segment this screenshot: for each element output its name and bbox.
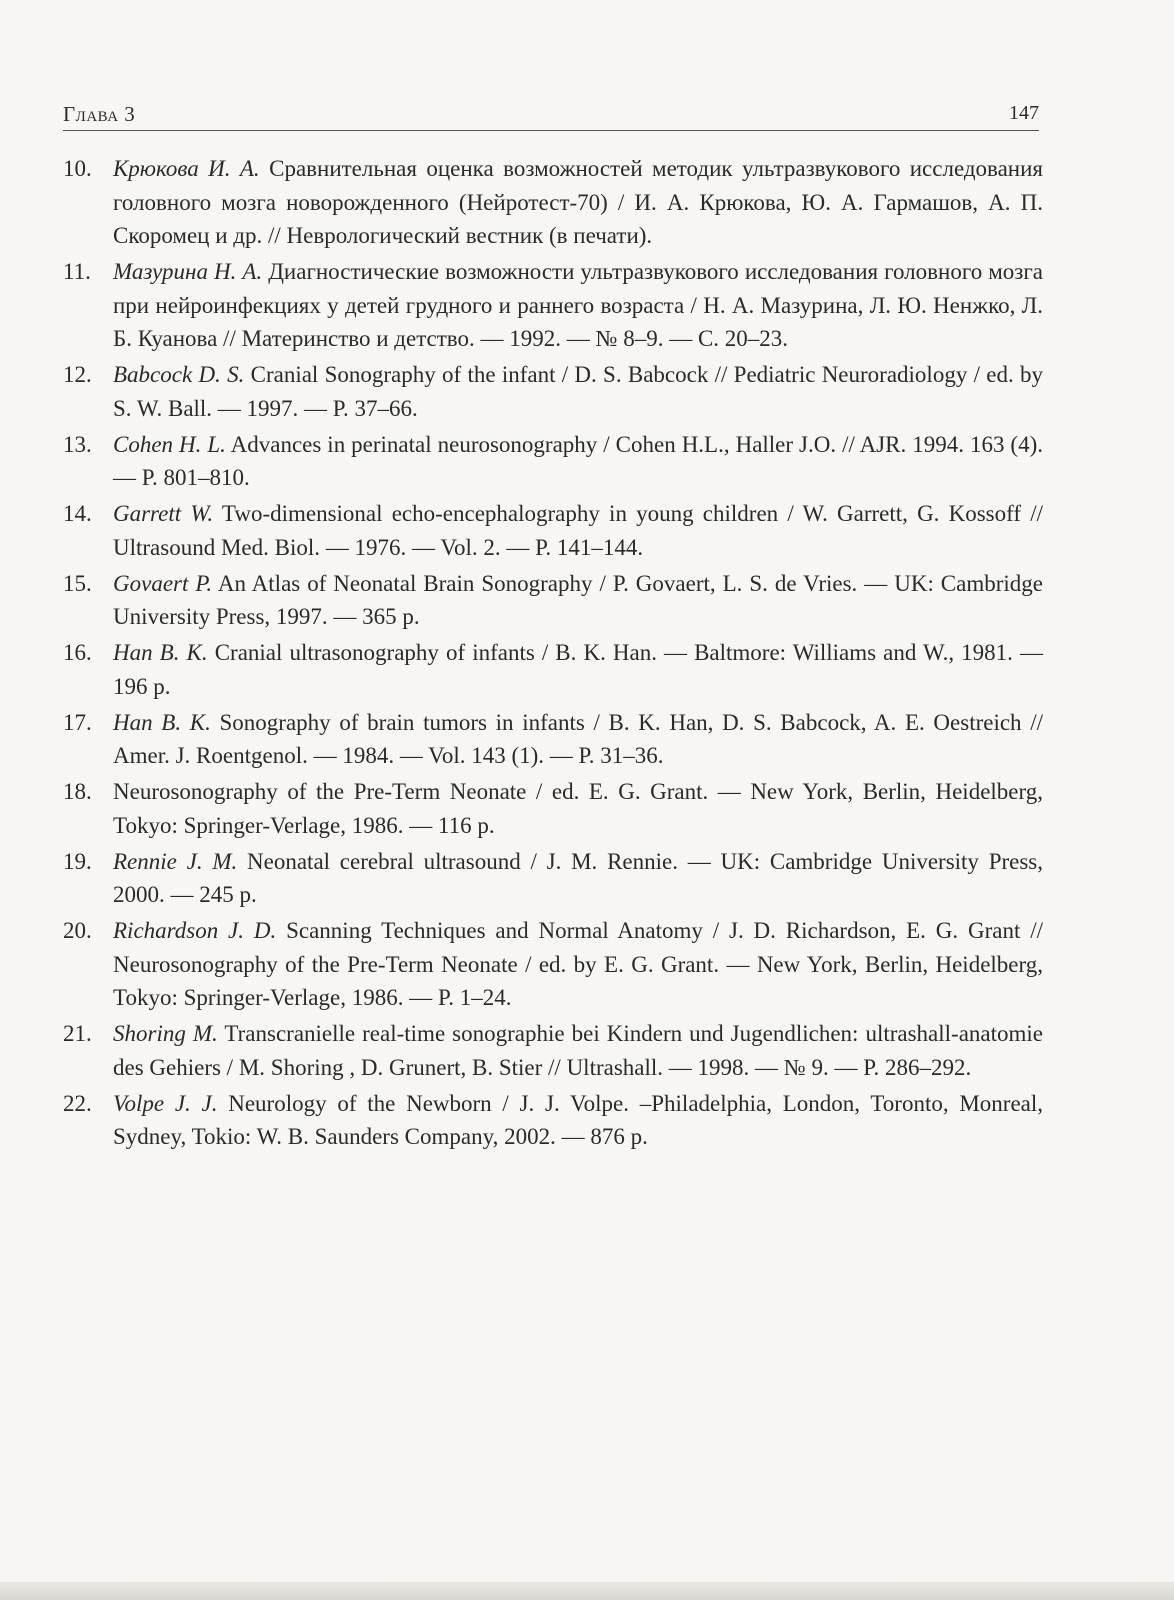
reference-text: Neonatal cerebral ultrasound / J. M. Rennie. — UK: Cambridge University Press, 2000. — 245 p. bbox=[113, 848, 1044, 907]
reference-text: Two-dimensional echo-encephalography in young children / W. Garrett, G. Kossoff // Ultrasound Med. Biol. — 1976. — Vol. 2. — P. 141–144. bbox=[113, 501, 1043, 560]
reference-list bbox=[63, 152, 1043, 1156]
reference-item bbox=[63, 152, 1043, 253]
reference-item bbox=[63, 358, 1043, 425]
reference-number: 11. bbox=[63, 259, 91, 284]
reference-author: Мазурина Н. А. bbox=[113, 259, 263, 284]
reference-number: 10. bbox=[63, 156, 92, 181]
reference-text: Cranial Sonography of the infant / D. S. Babcock // Pediatric Neuroradiology / ed. by S. W. Ball. — 1997. — P. 37–66. bbox=[113, 362, 1043, 421]
reference-item bbox=[63, 255, 1043, 356]
reference-author: Richardson J. D. bbox=[113, 918, 277, 943]
reference-author: Крюкова И. А. bbox=[113, 156, 260, 181]
reference-number: 21. bbox=[63, 1021, 92, 1046]
reference-author: Babcock D. S. bbox=[113, 362, 245, 387]
reference-author: Cohen H. L. bbox=[113, 431, 226, 457]
reference-number: 12. bbox=[63, 362, 92, 387]
reference-number: 20. bbox=[63, 918, 92, 943]
reference-number: 14. bbox=[63, 501, 92, 526]
reference-text: Neurosonography of the Pre-Term Neonate / ed. E. G. Grant. — New York, Berlin, Heidelberg, Tokyo: Springer-Verlage, 1986. — 116 p. bbox=[113, 779, 1043, 838]
page-edge-shadow bbox=[0, 1582, 1174, 1600]
running-header bbox=[63, 100, 1039, 131]
chapter-title: Глава 3 bbox=[63, 102, 136, 126]
reference-number: 18. bbox=[63, 779, 92, 804]
reference-number: 22. bbox=[63, 1090, 92, 1116]
reference-text: Neurology of the Newborn / J. J. Volpe. –Philadelphia, London, Toronto, Monreal, Sydney, Tokio: W. B. Saunders Company, 2002. — 876 p. bbox=[113, 1090, 1043, 1149]
reference-item bbox=[63, 567, 1043, 634]
reference-text: Cranial ultrasonography of infants / B. K. Han. — Baltmore: Williams and W., 1981. — 196 p. bbox=[113, 640, 1043, 699]
reference-text: Advances in perinatal neurosonography / Cohen H.L., Haller J.O. // AJR. 1994. 163 (4). — P. 801–810. bbox=[113, 431, 1043, 490]
reference-author: Rennie J. M. bbox=[113, 848, 238, 874]
reference-item bbox=[63, 914, 1043, 1015]
reference-item bbox=[63, 706, 1043, 773]
page-number: 147 bbox=[1009, 102, 1039, 124]
reference-number: 15. bbox=[63, 570, 92, 596]
reference-text: Scanning Techniques and Normal Anatomy / J. D. Richardson, E. G. Grant // Neurosonography of the Pre-Term Neonate / ed. by E. G. Grant. — New York, Berlin, Heidelberg, Tokyo: Springer-Verlage, 1986. — P. 1–24. bbox=[113, 918, 1044, 1010]
reference-item bbox=[63, 1087, 1043, 1154]
reference-number: 17. bbox=[63, 709, 92, 735]
reference-text: Диагностические возможности ультразвукового исследования головного мозга при нейроинфекциях у детей грудного и раннего возраста / Н. А. Мазурина, Л. Ю. Ненжко, Л. Б. Куанова // Материнство и детство. — 1992. — № 8–9. — С. 20–23. bbox=[113, 259, 1044, 351]
reference-text: An Atlas of Neonatal Brain Sonography / P. Govaert, L. S. de Vries. — UK: Cambridge University Press, 1997. — 365 p. bbox=[113, 570, 1044, 629]
reference-author: Volpe J. J. bbox=[113, 1090, 218, 1116]
reference-item bbox=[63, 428, 1043, 495]
reference-number: 13. bbox=[63, 431, 92, 457]
reference-item bbox=[63, 497, 1043, 564]
reference-number: 19. bbox=[63, 848, 92, 874]
reference-text: Transcranielle real-time sonographie bei Kindern und Jugendlichen: ultrashall-anatomie des Gehiers / M. Shoring , D. Grunert, B. Stier // Ultrashall. — 1998. — № 9. — P. 286–292. bbox=[113, 1021, 1044, 1080]
reference-author: Shoring M. bbox=[113, 1021, 218, 1046]
reference-author: Han B. K. bbox=[113, 709, 211, 735]
reference-number: 16. bbox=[63, 640, 92, 665]
reference-text: Сравнительная оценка возможностей методик ультразвукового исследования головного мозга новорожденного (Нейротест-70) / И. А. Крюкова, Ю. А. Гармашов, А. П. Скоромец и др. // Неврологический вестник (в печати). bbox=[113, 156, 1044, 248]
reference-text: Sonography of brain tumors in infants / B. K. Han, D. S. Babcock, A. E. Oestreich // Amer. J. Roentgenol. — 1984. — Vol. 143 (1). — P. 31–36. bbox=[113, 709, 1044, 768]
reference-item bbox=[63, 636, 1043, 703]
reference-item bbox=[63, 775, 1043, 842]
reference-item bbox=[63, 1017, 1043, 1084]
reference-author: Govaert P. bbox=[113, 570, 213, 596]
reference-item bbox=[63, 845, 1043, 912]
reference-author: Han B. K. bbox=[113, 640, 208, 665]
reference-author: Garrett W. bbox=[113, 501, 214, 526]
